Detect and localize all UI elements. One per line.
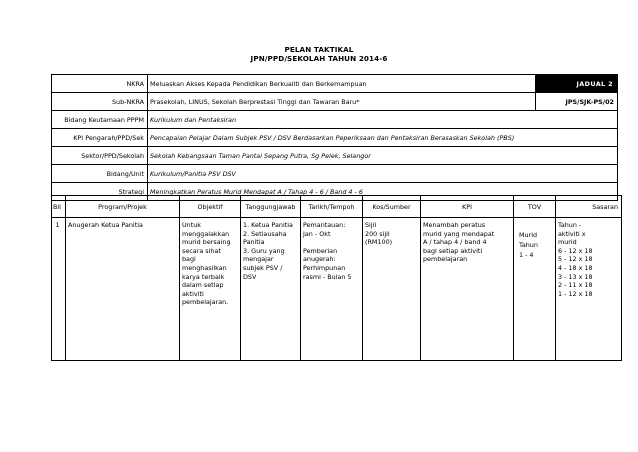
info-row-bidang (52, 111, 618, 129)
strategi-label: Strategi (52, 183, 148, 201)
cell-bil: 1 (52, 218, 66, 361)
cell-line: Untuk (182, 221, 201, 229)
cell-tanggungjawab (241, 218, 301, 361)
sektor-value: Sekolah Kebangsaan Taman Pantai Sepang Putra, Sg Pelek, Selangor (148, 147, 618, 165)
cell-line: rasmi - Bulan 5 (303, 272, 352, 281)
document-title: PELAN TAKTIKAL (284, 45, 354, 54)
cell-line: 1 - 12 x 18 (558, 289, 593, 298)
kpi-label: KPI Pengarah/PPD/Sek (52, 129, 148, 147)
cell-line: dalam setiap (182, 281, 224, 290)
unit-label: Bidang/Unit (52, 165, 148, 183)
jadual-badge: JADUAL 2 (536, 75, 618, 93)
cell-line: Murid (519, 231, 538, 239)
cell-line: 6 - 12 x 18 (558, 246, 593, 255)
cell-line: 200 sijil (365, 229, 390, 238)
cell-line: 3 - 13 x 18 (558, 272, 593, 281)
plan-table (51, 195, 622, 361)
cell-line: karya terbaik (182, 272, 225, 281)
header-objektif: Objektif (180, 196, 241, 218)
header-program: Program/Projek (66, 196, 180, 218)
cell-sasaran (556, 218, 622, 361)
header-bil: Bil (52, 196, 66, 218)
cell-line: Perhimpunan (303, 263, 346, 272)
cell-line: (RM100) (365, 238, 393, 247)
cell-line: pembelajaran (423, 255, 468, 264)
cell-tov (514, 218, 556, 361)
cell-line: mengajar (243, 255, 274, 264)
info-table (51, 74, 618, 201)
tarikh-pemantauan (303, 221, 360, 238)
cell-line: 5 - 12 x 18 (558, 255, 593, 264)
cell-line: Jan - Okt (303, 229, 331, 238)
cell-line: menggalakkan (182, 229, 230, 238)
cell-line: A / tahap 4 / band 4 (423, 238, 487, 247)
cell-objektif (180, 218, 241, 361)
cell-line: Panitia (243, 238, 265, 247)
cell-line: murid (558, 238, 577, 247)
cell-line: bagi (182, 255, 196, 264)
cell-line: 3. Guru yang (243, 246, 285, 255)
cell-line: menghasilkan (182, 263, 227, 272)
subnkra-value: Prasekolah, LINUS, Sekolah Berprestasi Tinggi dan Tawaran Baru* (148, 93, 536, 111)
cell-line: secara sihat (182, 246, 221, 255)
cell-kpi (421, 218, 514, 361)
sektor-label: Sektor/PPD/Sekolah (52, 147, 148, 165)
cell-line: Tahun (519, 241, 538, 249)
cell-line: 1 - 4 (519, 251, 534, 259)
cell-program: Anugerah Ketua Panitia (66, 218, 180, 361)
cell-line: 2. Setiausaha (243, 229, 287, 238)
cell-line: pembelajaran. (182, 298, 229, 307)
header-sasaran: Sasaran (556, 196, 622, 218)
cell-line: aktiviti (182, 289, 204, 298)
subnkra-label: Sub-NKRA (52, 93, 148, 111)
header-kos: Kos/Sumber (363, 196, 421, 218)
cell-line: anugerah: (303, 255, 336, 264)
cell-line: aktiviti x (558, 229, 586, 238)
cell-line: Tahun - (558, 221, 582, 229)
cell-line: murid yang mendapat (423, 229, 495, 238)
strategi-value: Meningkatkan Peratus Murid Mendapat A / Tahap 4 - 6 / Band 4 - 6 (148, 183, 618, 201)
bidang-label: Bidang Keutamaan PPPM (52, 111, 148, 129)
bidang-value: Kurikulum dan Pentaksiran (148, 111, 618, 129)
cell-tarikh (301, 218, 363, 361)
cell-line: Pemberian (303, 246, 338, 255)
tarikh-anugerah (303, 247, 360, 281)
cell-line: Menambah peratus (423, 221, 486, 229)
unit-value: Kurikulum/Panitia PSV DSV (148, 165, 618, 183)
table-row (52, 218, 622, 361)
cell-line: Pemantauan: (303, 221, 346, 229)
cell-line: 4 - 18 x 18 (558, 263, 593, 272)
document-code: JPS/SJK-PS/02 (536, 93, 618, 111)
header-tarikh: Tarikh/Tempoh (301, 196, 363, 218)
info-row-kpi (52, 129, 618, 147)
cell-line: subjek PSV / (243, 263, 283, 272)
cell-line: murid bersaing (182, 238, 231, 247)
cell-line: Sijil (365, 221, 377, 229)
document-subtitle: JPN/PPD/SEKOLAH TAHUN 2014-6 (250, 54, 388, 63)
cell-line: DSV (243, 272, 257, 281)
cell-kos (363, 218, 421, 361)
info-row-unit (52, 165, 618, 183)
nkra-label: NKRA (52, 75, 148, 93)
cell-line: 2 - 11 x 18 (558, 281, 593, 290)
nkra-value: Meluaskan Akses Kepada Pendidikan Berkualiti dan Berkemampuan (148, 75, 536, 93)
table-header-row (52, 196, 622, 218)
header-tov: TOV (514, 196, 556, 218)
cell-line: 1. Ketua Panitia (243, 221, 293, 229)
cell-line: bagi setiap aktiviti (423, 246, 483, 255)
header-tanggungjawab: Tanggungjawab (241, 196, 301, 218)
kpi-value: Pencapaian Pelajar Dalam Subjek PSV / DSV Berdasarkan Peperiksaan dan Pentaksiran Berasaskan Sekolah (PBS) (148, 129, 618, 147)
info-row-nkra (52, 75, 618, 93)
info-row-sektor (52, 147, 618, 165)
header-kpi: KPI (421, 196, 514, 218)
info-row-subnkra (52, 93, 618, 111)
